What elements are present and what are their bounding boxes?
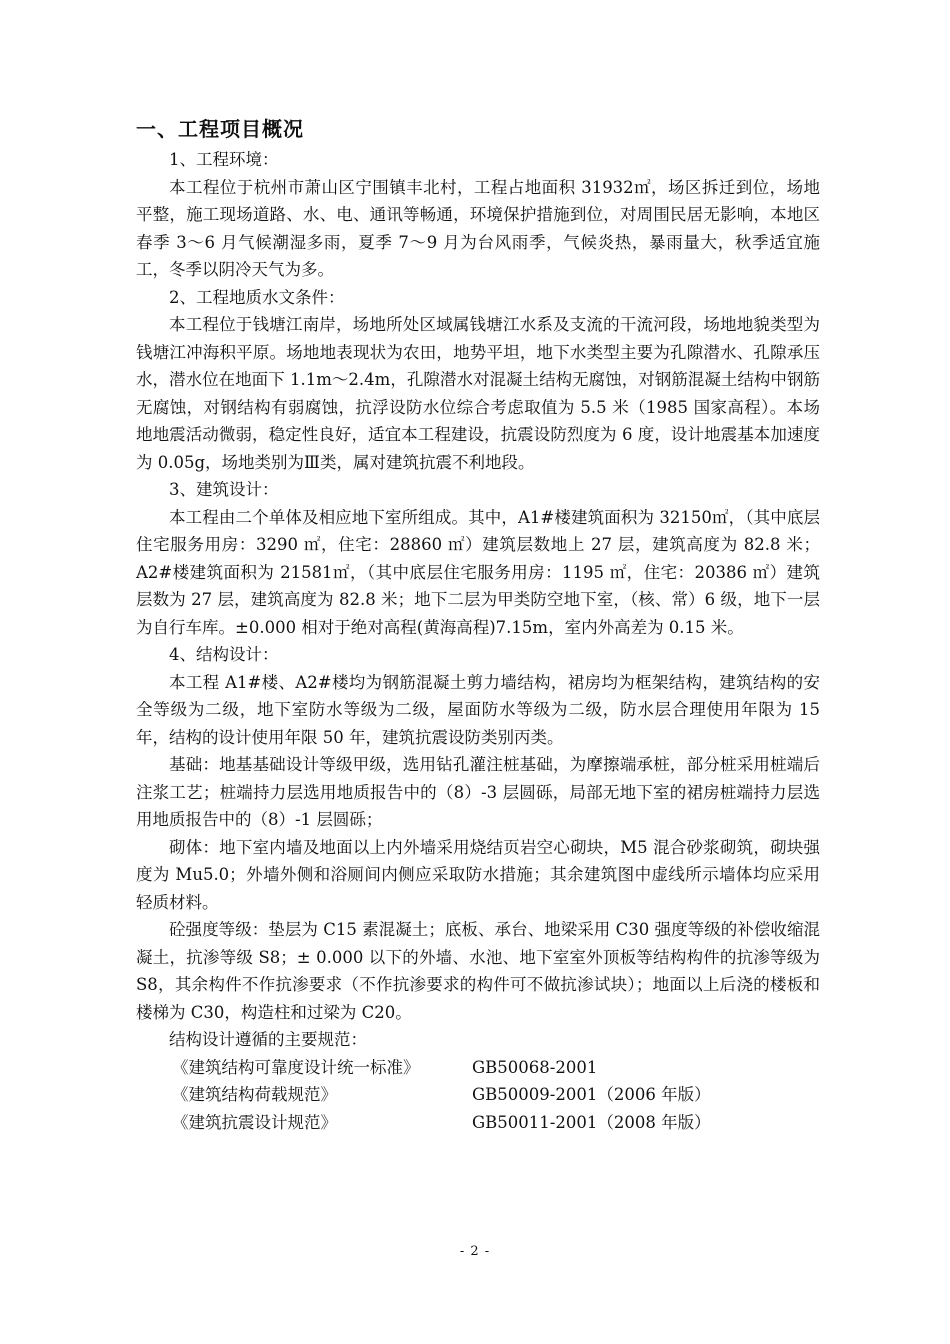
paragraph-architecture: 本工程由二个单体及相应地下室所组成。其中，A1#楼建筑面积为 32150㎡，（其中底层住宅服务用房：3290 ㎡，住宅：28860 ㎡）建筑层数地上 27 层，建筑高度为 82.8 米；A2#楼建筑面积为 21581㎡，（其中底层住宅服务用房：1195 ㎡，住宅：20386 ㎡）建筑层数为 27 层，建筑高度为 82.8 米；地下二层为甲类防空地下室，（核、常）6 级，地下一层为自行车库。±0.000 相对于绝对高程(黄海高程)7.15m，室内外高差为 0.15 米。	[136, 507, 820, 637]
reference-code: GB50068-2001	[472, 1057, 598, 1077]
subheading-structure: 4、结构设计：	[169, 645, 279, 664]
subheading-environment: 1、工程环境：	[169, 150, 279, 169]
paragraph-structure: 本工程 A1#楼、A2#楼均为钢筋混凝土剪力墙结构，裙房均为框架结构，建筑结构的安全等级为二级，地下室防水等级为二级，屋面防水等级为二级，防水层合理使用年限为 15 年，结构的设计使用年限 50 年，建筑抗震设防类别丙类。	[136, 672, 820, 747]
reference-item	[136, 1054, 820, 1082]
paragraph-concrete: 砼强度等级：垫层为 C15 素混凝土；底板、承台、地梁采用 C30 强度等级的补偿收缩混凝土，抗渗等级 S8；± 0.000 以下的外墙、水池、地下室室外顶板等结构构件的抗渗等级为 S8，其余构件不作抗渗要求（不作抗渗要求的构件可不做抗渗试块）；地面以上后浇的楼板和楼梯为 C30，构造柱和过梁为 C20。	[136, 920, 820, 1022]
subheading-geology: 2、工程地质水文条件：	[169, 287, 345, 307]
reference-list	[136, 1054, 820, 1137]
paragraph-environment: 本工程位于杭州市萧山区宁围镇丰北村，工程占地面积 31932㎡，场区拆迁到位，场地平整，施工现场道路、水、电、通讯等畅通，环境保护措施到位，对周围民居无影响，本地区春季 3～6 月气候潮湿多雨，夏季 7～9 月为台风雨季，气候炎热，暴雨量大，秋季适宜施工，冬季以阴冷天气为多。	[136, 177, 820, 279]
page-number: - 2 -	[459, 1244, 491, 1259]
reference-name: 《建筑抗震设计规范》	[172, 1112, 337, 1132]
section-heading: 一、工程项目概况	[136, 117, 304, 141]
paragraph-masonry: 砌体：地下室内墙及地面以上内外墙采用烧结页岩空心砌块，M5 混合砂浆砌筑，砌块强度为 Mu5.0；外墙外侧和浴厕间内侧应采取防水措施；其余建筑图中虚线所示墙体均应采用轻质材料。	[136, 837, 820, 912]
body-text	[136, 146, 820, 1136]
reference-item	[136, 1109, 820, 1137]
reference-name: 《建筑结构荷载规范》	[172, 1085, 337, 1104]
paragraph-geology: 本工程位于钱塘江南岸，场地所处区域属钱塘江水系及支流的干流河段，场地地貌类型为钱塘江冲海积平原。场地地表现状为农田，地势平坦，地下水类型主要为孔隙潜水、孔隙承压水，潜水位在地面下 1.1m～2.4m，孔隙潜水对混凝土结构无腐蚀，对钢筋混凝土结构中钢筋无腐蚀，对钢结构有弱腐蚀，抗浮设防水位综合考虑取值为 5.5 米（1985 国家高程）。本场地地震活动微弱，稳定性良好，适宜本工程建设，抗震设防烈度为 6 度，设计地震基本加速度为 0.05g，场地类别为Ⅲ类，属对建筑抗震不利地段。	[136, 315, 820, 472]
reference-code: GB50011-2001（2008 年版）	[472, 1112, 711, 1132]
paragraph-foundation: 基础：地基基础设计等级甲级，选用钻孔灌注桩基础，为摩擦端承桩，部分桩采用桩端后注浆工艺；桩端持力层选用地质报告中的（8）-3 层圆砾，局部无地下室的裙房桩端持力层选用地质报告中的（8）-1 层圆砾；	[136, 755, 820, 829]
reference-name: 《建筑结构可靠度设计统一标准》	[172, 1057, 420, 1077]
reference-code: GB50009-2001（2006 年版）	[472, 1085, 711, 1104]
paragraph-codes-intro: 结构设计遵循的主要规范：	[169, 1030, 367, 1049]
subheading-architecture: 3、建筑设计：	[169, 480, 279, 499]
reference-item	[136, 1081, 820, 1109]
